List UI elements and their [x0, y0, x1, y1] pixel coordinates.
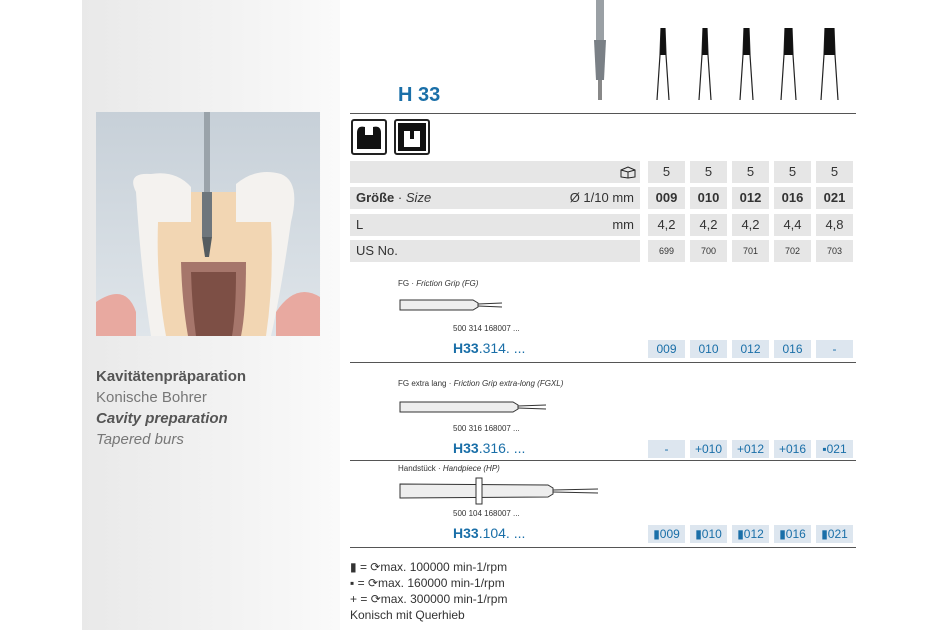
fg-shank-drawing	[398, 297, 508, 313]
pack-cell: 5	[732, 161, 769, 183]
legend-text: = ⟳max. 100000 min-1/rpm	[359, 560, 508, 574]
us-cell: 700	[690, 240, 727, 262]
tooth-illustration	[96, 112, 320, 336]
availability-cell: 016	[774, 340, 811, 358]
bur-drawings	[586, 0, 856, 105]
order-code	[453, 340, 525, 356]
product-title-en: Friction Grip extra-long (FGXL)	[453, 379, 564, 388]
product-title-de: FG	[398, 279, 410, 288]
category-en: Cavity preparation	[96, 410, 228, 427]
section-rule	[350, 460, 856, 461]
availability-cell: 009	[648, 340, 685, 358]
pack-row	[350, 161, 856, 183]
availability-cell: +012	[732, 440, 769, 458]
order-code-bold: H33	[453, 440, 479, 456]
size-cell: 009	[648, 187, 685, 209]
availability-cell: ▮012	[732, 525, 769, 543]
product-title-en: Handpiece (HP)	[442, 464, 500, 473]
size-label-en: Size	[405, 190, 432, 205]
speed-legend	[350, 559, 507, 623]
availability-cell: ▮010	[690, 525, 727, 543]
hp-shank-drawing	[398, 476, 608, 506]
length-unit: mm	[612, 217, 634, 232]
order-code-bold: H33	[453, 340, 479, 356]
size-label-sep: ·	[397, 190, 403, 205]
section-rule	[350, 362, 856, 363]
category-de: Kavitätenpräparation	[96, 368, 247, 385]
product-title-de: Handstück	[398, 464, 436, 473]
length-cell: 4,2	[690, 214, 727, 236]
legend-item	[350, 559, 507, 575]
length-cell: 4,2	[648, 214, 685, 236]
length-row	[350, 214, 856, 236]
product-title-de: FG extra lang	[398, 379, 447, 388]
tooth-section-icon	[394, 119, 430, 155]
order-code-rest: .104. ...	[478, 525, 526, 541]
order-code-bold: H33	[453, 525, 479, 541]
pack-cell: 5	[690, 161, 727, 183]
us-cell: 699	[648, 240, 685, 262]
order-code-rest: .314. ...	[478, 340, 526, 356]
product-code-title: H 33	[398, 84, 441, 106]
pack-cell: 5	[648, 161, 685, 183]
size-label	[356, 187, 431, 209]
legend-item	[350, 591, 507, 607]
size-row	[350, 187, 856, 209]
pack-cell: 5	[816, 161, 853, 183]
availability-cell: +016	[774, 440, 811, 458]
length-cell: 4,8	[816, 214, 853, 236]
legend-text: = ⟳max. 160000 min-1/rpm	[357, 576, 505, 590]
length-label: L	[356, 217, 364, 232]
size-cell: 016	[774, 187, 811, 209]
product-title: FG · Friction Grip (FG)	[398, 279, 479, 288]
length-cell: 4,2	[732, 214, 769, 236]
product-title: FG extra lang · Friction Grip extra-long (FGXL)	[398, 379, 564, 388]
legend-item	[350, 575, 507, 591]
cavity-icon	[351, 119, 387, 155]
us-label: US No.	[356, 243, 398, 258]
package-icon	[620, 165, 636, 179]
subtitle-en: Tapered burs	[96, 431, 184, 448]
availability-cell: 010	[690, 340, 727, 358]
ref-number: 500 316 168007 ...	[453, 424, 520, 433]
availability-cell: ▮021	[816, 525, 853, 543]
us-cell: 702	[774, 240, 811, 262]
availability-cell: ▮016	[774, 525, 811, 543]
legend-symbol: ▪	[350, 576, 355, 590]
section-rule	[350, 547, 856, 548]
product-title: Handstück · Handpiece (HP)	[398, 464, 500, 473]
size-cell: 021	[816, 187, 853, 209]
legend-text: = ⟳max. 300000 min-1/rpm	[360, 592, 508, 606]
order-code	[453, 525, 525, 541]
availability-cell: 012	[732, 340, 769, 358]
size-label-de: Größe	[356, 190, 395, 205]
availability-cell: +010	[690, 440, 727, 458]
side-description	[96, 366, 246, 450]
length-cell: 4,4	[774, 214, 811, 236]
us-cell: 701	[732, 240, 769, 262]
availability-cell: ▪021	[816, 440, 853, 458]
order-code-rest: .316. ...	[478, 440, 526, 456]
legend-symbol: +	[350, 592, 358, 606]
ref-number: 500 104 168007 ...	[453, 509, 520, 518]
order-code	[453, 440, 525, 456]
availability-cell: -	[816, 340, 853, 358]
pack-cell: 5	[774, 161, 811, 183]
header-rule	[350, 113, 856, 114]
size-cell: 010	[690, 187, 727, 209]
legend-symbol: ▮	[350, 560, 357, 574]
fgxl-shank-drawing	[398, 399, 558, 415]
subtitle-de: Konische Bohrer	[96, 389, 207, 406]
availability-cell: ▮009	[648, 525, 685, 543]
product-title-en: Friction Grip (FG)	[416, 279, 479, 288]
us-number-row	[350, 240, 856, 262]
product-note: Konisch mit Querhieb	[350, 608, 465, 622]
ref-number: 500 314 168007 ...	[453, 324, 520, 333]
size-cell: 012	[732, 187, 769, 209]
availability-cell: -	[648, 440, 685, 458]
size-unit: Ø 1/10 mm	[569, 190, 634, 205]
us-cell: 703	[816, 240, 853, 262]
